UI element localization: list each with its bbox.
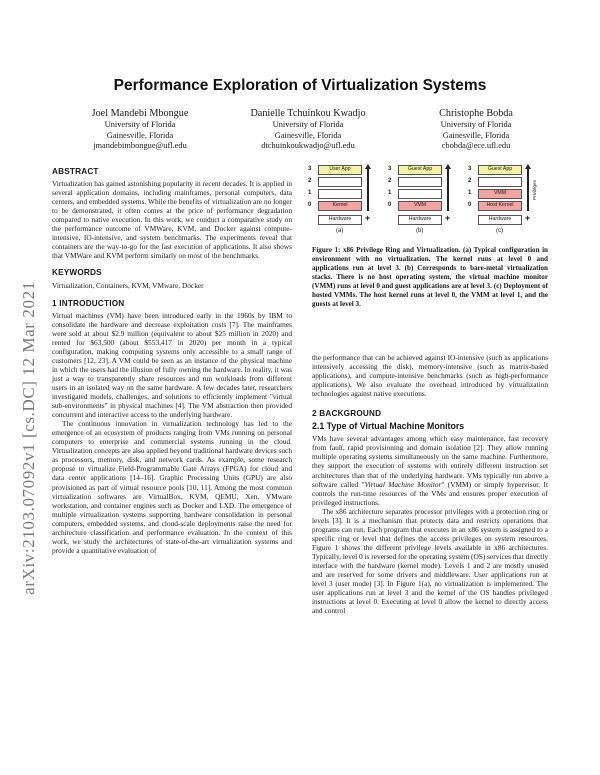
guest-app-layer: Guest App xyxy=(398,165,442,175)
author-city: Gainesville, Florida xyxy=(274,130,342,140)
author-email: cbobda@ece.ufl.edu xyxy=(441,141,511,151)
background-paragraph-2: The x86 architecture separates processor privileges with a protection ring or levels [3]. It is a mechanism that protects data and restricts operations that programs can run. Each program that executes in an x86 system is assigned to a specific ring or level that defines the access privileges on system resources. Figure 1 shows the different privilege levels available in x86 architectures. Typically, level 0 is reversed for the operating system (OS) services that directly interface with the hardware (kernel mode). Levels 1 and 2 are mostly unused and are reserved for some drivers and middleware. User applications run at level 3 (user mode) [3]. In Figure 1(a), no virtualization is implemented. The user applications run at level 3 and the kernel of the OS handles privileged instructions at level 0. Executing at level 0 allow the kernel to directly access and control xyxy=(312,506,548,616)
right-column xyxy=(312,353,548,615)
level-label: 2 xyxy=(388,178,392,184)
emphasis-text: Virtual Machine Monitor xyxy=(364,479,442,489)
author-city: Gainesville, Florida xyxy=(442,130,510,140)
abstract-text: Virtualization has gained astonishing popularity in recent decades. It is applied in several application domains, including mainframes, personal computers, data centers, and embedded systems. While the benefits of virtualization are no longer to be demonstrated, it often comes at the price of performance degradation compared to native execution. In this work, we conduct a comparative study on the performance outcome of VMWare, KVM, and Docker against compute-intensive, IO-intensive, and system benchmarks. The experiments reveal that containers are the way-to-go for the fast execution of applications. It also shows that VMWare and KVM perform similarly on most of the benchmarks. xyxy=(52,179,292,261)
hardware-layer: Hardware xyxy=(318,215,362,225)
author-name: Danielle Tchuinkou Kwadjo xyxy=(250,108,366,119)
author-name: Christophe Bobda xyxy=(439,108,513,119)
author-city: Gainesville, Florida xyxy=(106,130,174,140)
vmm-layer: VMM xyxy=(478,189,522,199)
author-3 xyxy=(386,108,566,152)
paper-title: Performance Exploration of Virtualization Systems xyxy=(113,77,487,94)
plus-icon: + xyxy=(525,213,531,223)
guest-app-layer: Guest App xyxy=(478,165,522,175)
empty-layer xyxy=(398,177,442,187)
hardware-layer: Hardware xyxy=(398,215,442,225)
user-app-layer: User App xyxy=(318,165,362,175)
plus-icon: + xyxy=(365,213,371,223)
level-label: 0 xyxy=(468,202,472,208)
level-label: 3 xyxy=(308,166,312,172)
intro-heading: 1 INTRODUCTION xyxy=(52,298,125,308)
level-label: 3 xyxy=(388,166,392,172)
level-label: 2 xyxy=(468,178,472,184)
privilege-arrow-shaft xyxy=(527,169,529,211)
keywords-heading: KEYWORDS xyxy=(52,268,102,278)
level-label: 1 xyxy=(388,190,392,196)
plus-icon: + xyxy=(445,213,451,223)
empty-layer xyxy=(478,177,522,187)
panel-label: (a) xyxy=(336,228,344,234)
level-label: 1 xyxy=(468,190,472,196)
background-heading: 2 BACKGROUND xyxy=(312,409,382,419)
empty-layer xyxy=(318,189,362,199)
intro-paragraph-2: The continuous innovation in virtualization technology has led to the emergence of an ecosystem of products ranging from VMs running on personal computers to enterprise and commercial systems running in the cloud. Virtualization concepts are also applied beyond traditional hardware devices such as processors, memory, disk, and network cards. As example, some research propose to virtualize Field-Programmable Gate Arrays (FPGA) for cloud and data center applications [14–16]. Graphic Processing Units (GPU) are also provisioned as part of virtual resource pools [10, 11]. Among the most common virtualization softwares are VirtualBox, KVM, QEMU, Xen, VMware workstation, and container engines such as Docker and LXD. The emergence of multiple virtualization systems supporting hardware consolidation in personal computers, embedded systems, and cloud-scale deployments raise the need for architecture classification and performance evaluation. In the context of this work, we study the architectures of state-of-the-art virtualization systems and provide a quantitative evaluation of xyxy=(52,419,292,555)
author-affiliation: University of Florida xyxy=(104,120,176,129)
intro-paragraph-3: the performance that can be achieved against IO-intensive (such as applications intensively accessing the disk), memory-intensive (such as matrix-based applications), and compute-intensive benchmarks (such as high-performance applications). We also evaluate the overhead introduced by virtualization technologies against native executions. xyxy=(312,353,548,399)
empty-layer xyxy=(318,177,362,187)
vmm-layer: VMM xyxy=(398,201,442,211)
keywords-text: Virtualization, Containers, KVM, VMware, Docker xyxy=(52,280,204,290)
text-run: " (VMM) or simply hypervisor. It controls the run-time resources of the VMs and ensures proper execution of privileged instructions. xyxy=(312,479,549,507)
author-affiliation: University of Florida xyxy=(272,120,344,129)
level-label: 3 xyxy=(468,166,472,172)
subsection-heading: 2.1 Type of Virtual Machine Monitors xyxy=(312,421,465,432)
privilege-arrow-shaft xyxy=(367,169,369,211)
privilege-arrow-shaft xyxy=(447,169,449,211)
level-label: 2 xyxy=(308,178,312,184)
privileges-label: Privileges xyxy=(532,180,537,200)
figure-1 xyxy=(308,164,554,238)
background-paragraph-1 xyxy=(312,434,548,506)
level-label: 0 xyxy=(308,202,312,208)
author-2 xyxy=(218,108,398,152)
host-kernel-layer: Host Kernel xyxy=(478,201,522,211)
author-1 xyxy=(50,108,230,152)
kernel-layer: Kernel xyxy=(318,201,362,211)
abstract-heading: ABSTRACT xyxy=(52,167,99,176)
text-run: VMs have several advantages among which easy maintenance, fast recovery from fault, rapid provisioning and domain isolation [2]. They allow running multiple operating systems simultaneously on the same machine. Furthermore, they support the execution of systems with entirely different instruction set architectures than that of the underlying hardware. VMs typically run above a software called " xyxy=(312,434,548,489)
author-affiliation: University of Florida xyxy=(440,120,512,129)
figure-caption: Figure 1: x86 Privilege Ring and Virtualization. (a) Typical configuration in environment with no virtualization. The kernel runs at level 0 and applications run at level 3. (b) Corresponds to bare-metal virtualization stacks. There is no host operating system, the virtual machine monitor (VMM) runs at level 0 and guest applications are at level 3. (c) Deployment of hosted VMMs. The host kernel runs at level 0, the VMM at level 1, and the guests at level 3. xyxy=(312,246,548,308)
level-label: 1 xyxy=(308,190,312,196)
level-label: 0 xyxy=(388,202,392,208)
author-name: Joel Mandebi Mbongue xyxy=(91,108,189,119)
empty-layer xyxy=(398,189,442,199)
panel-label: (c) xyxy=(496,228,503,234)
left-column xyxy=(52,167,292,555)
arxiv-stamp: arXiv:2103.07092v1 [cs.DC] 12 Mar 2021 xyxy=(19,281,38,595)
author-email: jmandebimbongue@ufl.edu xyxy=(93,141,187,151)
author-email: dtchuinkoukwadjo@ufl.edu xyxy=(261,141,355,151)
hardware-layer: Hardware xyxy=(478,215,522,225)
intro-paragraph-1: Virtual machines (VM) have been introduced early in the 1960s by IBM to consolidate the hardware and decrease exploitation costs [7]. The mainframes were sold at about $2.9 million (equivalent to about $25 million in 2020) and rented for $63,500 (about $553,417 in 2020) per month in a typical configuration, making computing systems only accessible to a small range of customers [12, 23]. A VM could be seen as an instance of the physical machine in which the users had the illusion of fully owning the hardware. In reality, it was just a way to transparently share resources and run workloads from different users in an isolated way on the same hardware. A few decades later, researchers investigated models, challenges, and solutions to efficiently implement "virtual sub-environments" in physical machines [4]. The VM abstraction then provided concurrent and interactive access to the underlying hardware. xyxy=(52,310,292,420)
panel-label: (b) xyxy=(416,228,424,234)
